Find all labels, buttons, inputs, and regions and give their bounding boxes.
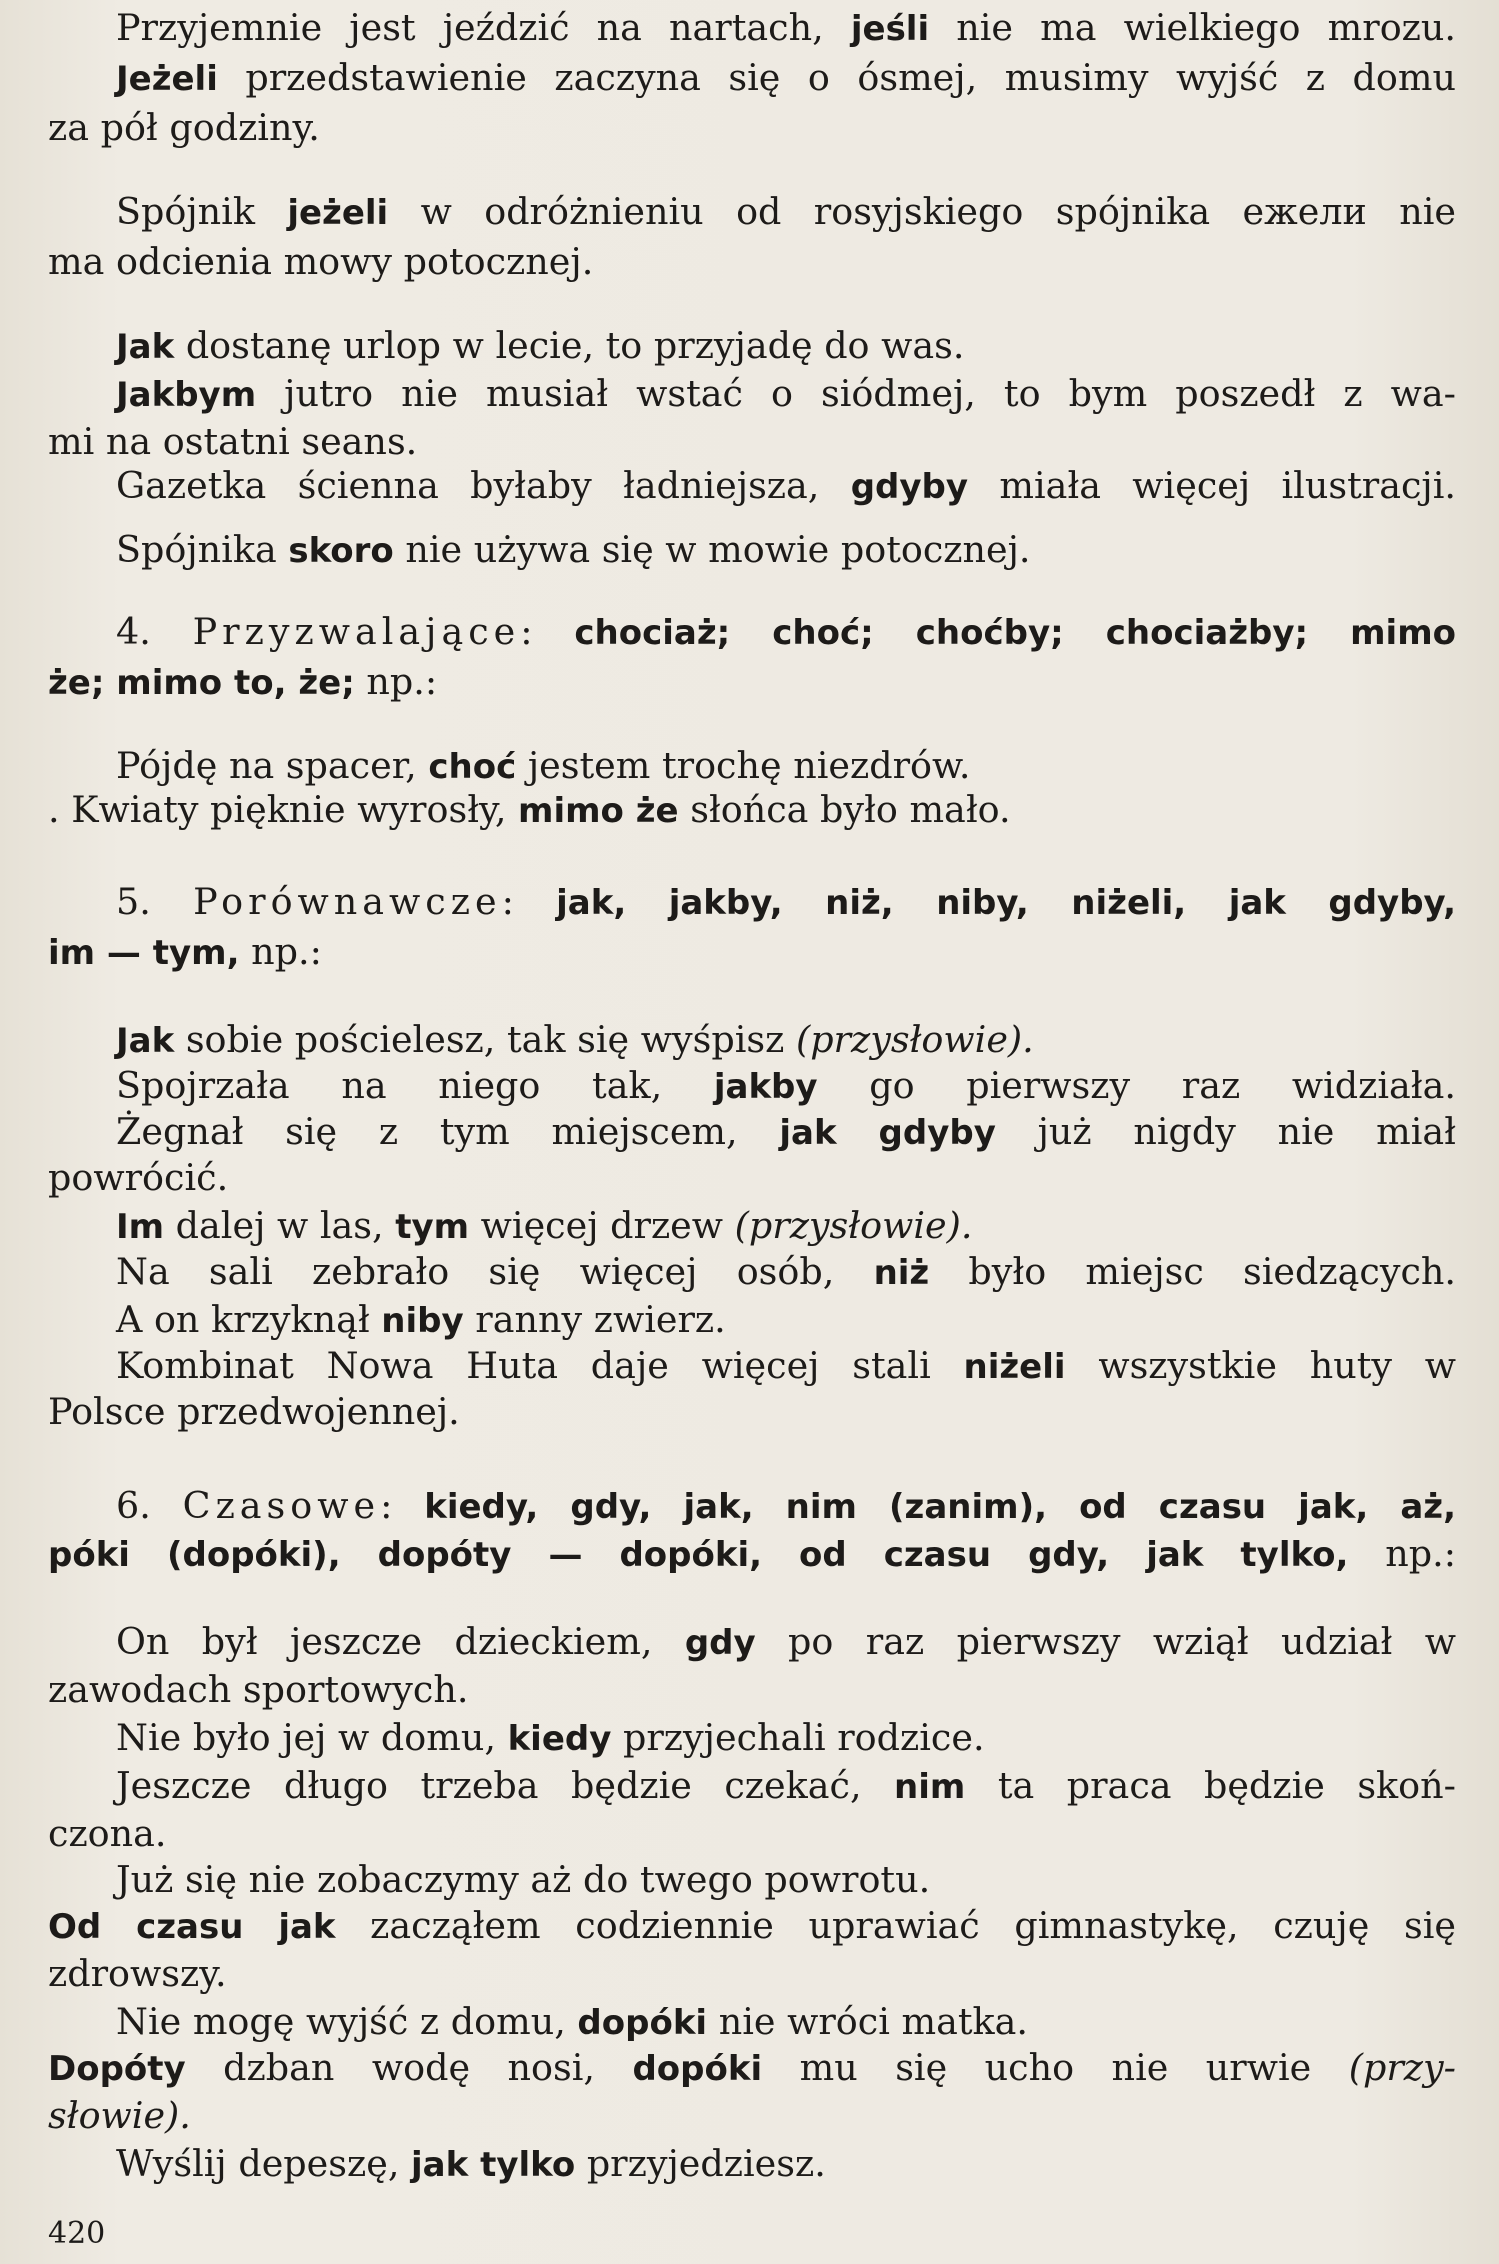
text-run: Na sali zebrało się więcej osób, [116,1250,874,1293]
text-run: Spójnik [116,190,288,233]
text-run: Przyjemnie jest jeździć na nartach, [116,6,851,49]
italic-note: słowie). [48,2094,191,2137]
text-run: ranny zwierz. [463,1298,726,1341]
bold-term: jak tylko [411,2145,576,2185]
text-run: już nigdy nie miał [995,1110,1457,1153]
bold-term: niby [381,1301,464,1341]
bold-term: Jeżeli [116,59,218,99]
text-line [48,1018,1456,1063]
text-run: więcej drzew [469,1204,735,1247]
text-line [48,324,1456,369]
text-run: czona. [48,1812,167,1855]
text-line [48,744,1456,789]
text-line [48,1390,1456,1434]
text-run: miała więcej ilustracji. [968,464,1456,507]
text-line [48,1668,1456,1712]
text-line [48,106,1456,150]
text-line [48,56,1456,101]
text-run: powrócić. [48,1156,229,1199]
spaced-heading: Czasowe [182,1484,381,1527]
text-line [48,610,1456,655]
italic-note: (przy- [1348,2046,1456,2089]
text-line [48,1064,1456,1109]
text-line [48,1204,1456,1249]
text-run: . [48,788,72,831]
bold-term: chociaż; choć; choćby; chociażby; mimo [574,613,1456,653]
text-line [48,660,1456,705]
text-run: dalej w las, [164,1204,396,1247]
text-run: zacząłem codziennie uprawiać gimnastykę, czuję się [335,1904,1456,1947]
text-run: 6. [116,1484,183,1527]
text-line [48,1858,1456,1902]
bold-term: jak gdyby [779,1113,996,1153]
text-run: za pół godziny. [48,106,320,149]
text-line [48,1344,1456,1389]
text-run: przyjedziesz. [575,2142,826,2185]
bold-term: niżeli [963,1347,1066,1387]
text-run: ta praca będzie skoń- [965,1764,1456,1807]
text-line [48,190,1456,235]
text-line [48,372,1456,417]
text-run: po raz pierwszy wziął udział w [755,1620,1456,1663]
text-run: sobie pościelesz, tak się wyśpisz [174,1018,796,1061]
text-line [48,1110,1456,1155]
bold-term: jak, jakby, niż, niby, niżeli, jak gdyby, [556,883,1456,923]
bold-term: Jak [116,327,175,367]
bold-term: gdyby [850,467,969,507]
bold-term: Im [116,1207,165,1247]
text-run: go pierwszy raz widziała. [817,1064,1456,1107]
text-line [48,1904,1456,1949]
text-run: zdrowszy. [48,1952,227,1995]
text-run: Gazetka ścienna byłaby ładniejsza, [116,464,851,507]
text-line [48,2046,1456,2091]
text-line [48,1298,1456,1343]
text-run: Kombinat Nowa Huta daje więcej stali [116,1344,964,1387]
text-line [48,930,1456,975]
bold-term: dopóki [577,2003,708,2043]
page-number: 420 [48,2216,106,2251]
text-run: Jeszcze długo trzeba będzie czekać, [116,1764,895,1807]
text-line [48,1484,1456,1529]
text-line [48,788,1456,833]
bold-term: że; mimo to, że; [48,663,355,703]
text-run: Pójdę na spacer, [116,744,429,787]
text-line [48,528,1456,573]
text-run: nie używa się w mowie potocznej. [393,528,1031,571]
text-line [48,880,1456,925]
text-line [48,2142,1456,2187]
text-run: : [520,610,575,653]
text-line [48,1812,1456,1856]
text-run: w odróżnieniu od rosyjskiego spójnika ежели nie [388,190,1456,233]
text-run: jutro nie musiał wstać o siódmej, to bym poszedł z wa- [256,372,1456,415]
text-run: 5. [116,880,194,923]
bold-term: gdy [684,1623,756,1663]
bold-term: Jak [116,1021,175,1061]
text-run: mi na ostatni seans. [48,420,418,463]
text-run: Nie było jej w domu, [116,1716,508,1759]
bold-term: Od czasu jak [48,1907,336,1947]
text-line [48,1250,1456,1295]
text-run: Wyślij depeszę, [116,2142,412,2185]
bold-term: póki (dopóki), dopóty — dopóki, od czasu gdy, jak tylko, [48,1535,1349,1575]
bold-term: nim [894,1767,966,1807]
bold-term: choć [428,747,517,787]
text-run: Spojrzała na niego tak, [116,1064,714,1107]
bold-term: jeżeli [287,193,389,233]
text-run: dzban wodę nosi, [185,2046,633,2089]
text-run: : [501,880,557,923]
spaced-heading: Przyzwalające [192,610,521,653]
bold-term: skoro [288,531,394,571]
text-run: Już się nie zobaczymy aż do twego powrotu. [116,1858,931,1901]
text-run: nie ma wielkiego mrozu. [929,6,1457,49]
bold-term: kiedy [507,1719,612,1759]
bold-term: dopóki [632,2049,763,2089]
text-line [48,1716,1456,1761]
text-run: np.: [1348,1532,1457,1575]
text-run: : [380,1484,425,1527]
text-run: np.: [354,660,438,703]
bold-term: kiedy, gdy, jak, nim (zanim), od czasu jak, aż, [424,1487,1456,1527]
text-run: nie wróci matka. [707,2000,1028,2043]
text-run: Spójnika [116,528,289,571]
bold-term: Dopóty [48,2049,186,2089]
text-run: 4. [116,610,193,653]
text-run: np.: [239,930,322,973]
text-line [48,6,1456,51]
text-line [48,420,1456,464]
text-run: ma odcienia mowy potocznej. [48,240,594,283]
text-run: było miejsc siedzących. [929,1250,1456,1293]
text-run: Nie mogę wyjść z domu, [116,2000,578,2043]
text-run: Kwiaty pięknie wyrosły, [71,788,519,831]
text-line [48,240,1456,284]
text-run: Polsce przedwojennej. [48,1390,460,1433]
text-run: jestem trochę niezdrów. [516,744,971,787]
text-run: słońca było mało. [678,788,1011,831]
text-run: mu się ucho nie urwie [762,2046,1349,2089]
text-run: przedstawienie zaczyna się o ósmej, musimy wyjść z domu [217,56,1456,99]
text-run: dostanę urlop w lecie, to przyjadę do was. [174,324,965,367]
bold-term: niż [873,1253,930,1293]
italic-note: (przysłowie). [795,1018,1034,1061]
bold-term: jeśli [850,9,930,49]
bold-term: mimo że [518,791,679,831]
text-run: A on krzyknął [116,1298,382,1341]
bold-term: tym [395,1207,470,1247]
text-line [48,2000,1456,2045]
text-run: Żegnał się z tym miejscem, [116,1110,780,1153]
text-line [48,1764,1456,1809]
bold-term: jakby [713,1067,818,1107]
text-run: wszystkie huty w [1065,1344,1457,1387]
text-line [48,1620,1456,1665]
text-run: On był jeszcze dzieckiem, [116,1620,685,1663]
text-line [48,2094,1456,2138]
text-line [48,1156,1456,1200]
text-run: zawodach sportowych. [48,1668,469,1711]
text-line [48,1952,1456,1996]
text-run: przyjechali rodzice. [611,1716,985,1759]
bold-term: im — tym, [48,933,240,973]
bold-term: Jakbym [116,375,257,415]
text-line [48,1532,1456,1577]
italic-note: (przysłowie). [734,1204,973,1247]
spaced-heading: Porównawcze [193,880,502,923]
text-line [48,464,1456,509]
